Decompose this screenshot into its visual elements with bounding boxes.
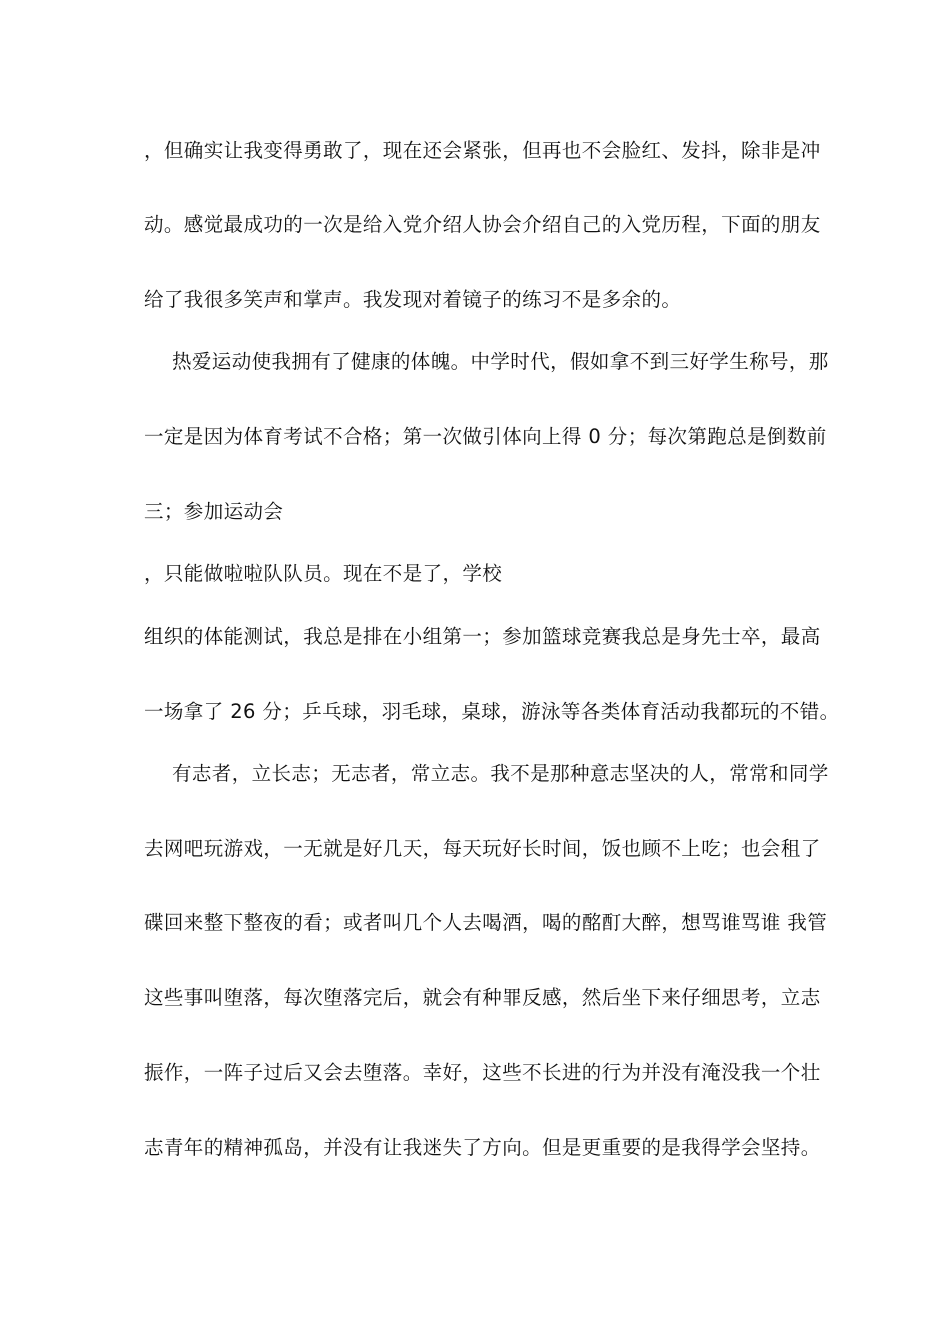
text-line: ，只能做啦啦队队员。现在不是了，学校	[144, 562, 503, 585]
text-line: 三；参加运动会	[144, 500, 284, 523]
paragraph-first-line: 热爱运动使我拥有了健康的体魄。中学时代，假如拿不到三好学生称号，那	[172, 350, 829, 373]
text-line: 动。感觉最成功的一次是给入党介绍人协会介绍自己的入党历程，下面的朋友	[144, 213, 821, 236]
text-line: 一场拿了 26 分；乒乓球，羽毛球，桌球，游泳等各类体育活动我都玩的不错。	[144, 700, 840, 723]
text-line: 组织的体能测试，我总是排在小组第一；参加篮球竞赛我总是身先士卒，最高	[144, 625, 821, 648]
paragraph-first-line: 有志者，立长志；无志者，常立志。我不是那种意志坚决的人，常常和同学	[172, 762, 829, 785]
text-line: 振作，一阵子过后又会去堕落。幸好，这些不长进的行为并没有淹没我一个壮	[144, 1061, 821, 1084]
text-line: 志青年的精神孤岛，并没有让我迷失了方向。但是更重要的是我得学会坚持。	[144, 1136, 821, 1159]
text-line: ，但确实让我变得勇敢了，现在还会紧张，但再也不会脸红、发抖，除非是冲	[144, 139, 821, 162]
text-line: 给了我很多笑声和掌声。我发现对着镜子的练习不是多余的。	[144, 288, 682, 311]
text-line: 碟回来整下整夜的看；或者叫几个人去喝酒，喝的酩酊大醉，想骂谁骂谁 我管	[144, 911, 828, 934]
text-line: 一定是因为体育考试不合格；第一次做引体向上得 0 分；每次第跑总是倒数前	[144, 425, 827, 448]
text-line: 去网吧玩游戏，一无就是好几天，每天玩好长时间，饭也顾不上吃；也会租了	[144, 837, 821, 860]
text-line: 这些事叫堕落，每次堕落完后，就会有种罪反感，然后坐下来仔细思考，立志	[144, 986, 821, 1009]
